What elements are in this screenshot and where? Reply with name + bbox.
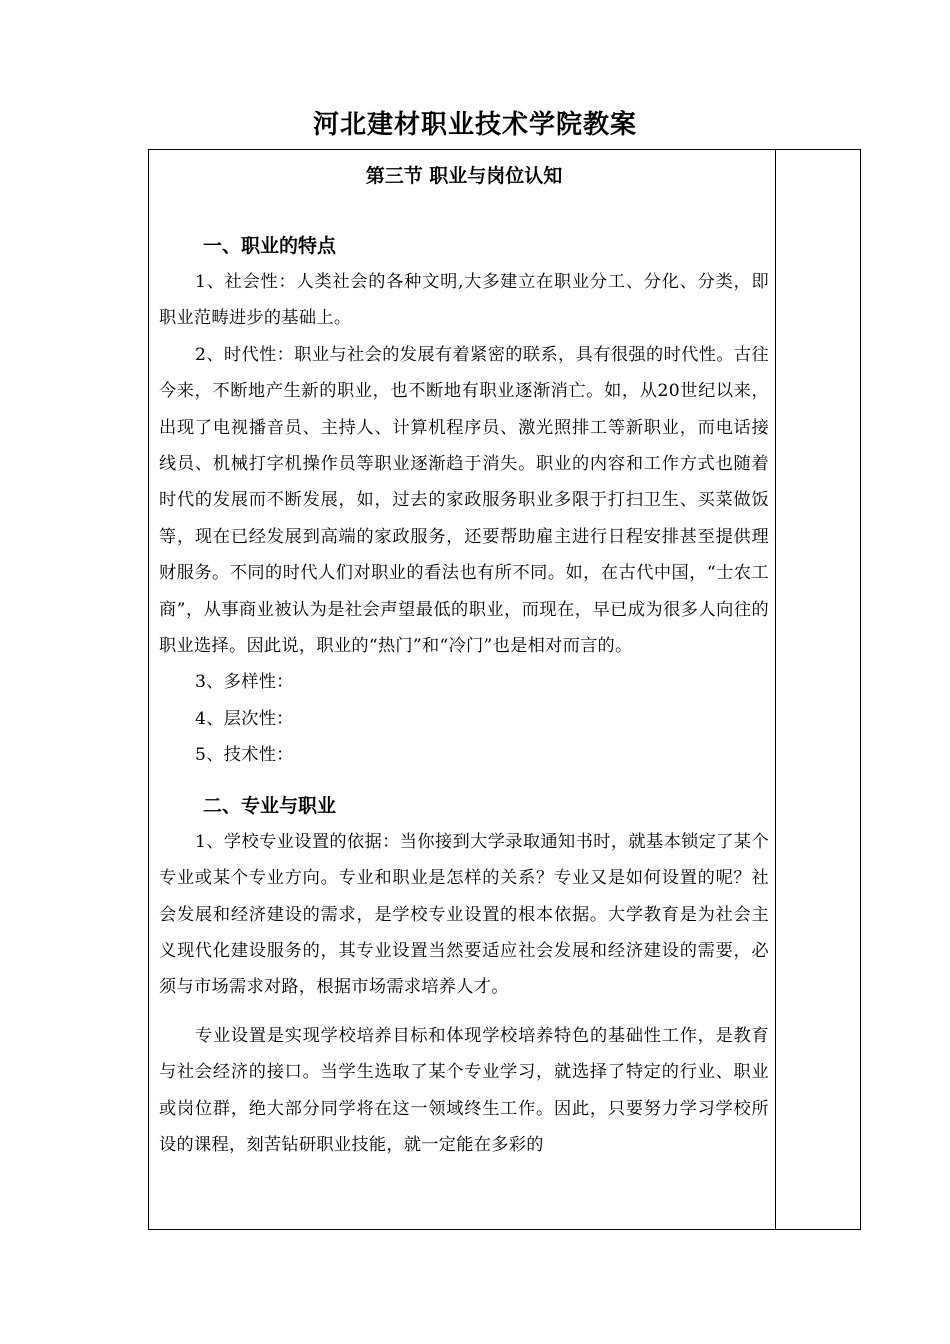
paragraph: 2、时代性：职业与社会的发展有着紧密的联系，具有很强的时代性。古往今来，不断地产生新的职业，也不断地有职业逐渐消亡。如，从20世纪以来，出现了电视播音员、主持人、计算机程序员、激光照排工等新职业，而电话接线员、机械打字机操作员等职业逐渐趋于消失。职业的内容和工作方式也随着时代的发展而不断发展，如，过去的家政服务职业多限于打扫卫生、买菜做饭等，现在已经发展到高端的家政服务，还要帮助雇主进行日程安排甚至提供理财服务。不同的时代人们对职业的看法也有所不同。如，在古代中国，“士农工商”，从事商业被认为是社会声望最低的职业，而现在，早已成为很多人向往的职业选择。因此说，职业的“热门”和“冷门”也是相对而言的。 xyxy=(159,344,769,657)
column-divider xyxy=(775,150,776,1229)
heading-major-and-career: 二、专业与职业 xyxy=(203,794,337,817)
paragraph: 专业设置是实现学校培养目标和体现学校培养特色的基础性工作，是教育与社会经济的接口。当学生选取了某个专业学习，就选择了特定的行业、职业或岗位群，绝大部分同学将在这一领域终生工作。因此，只要努力学习学校所设的课程，刻苦钻研职业技能，就一定能在多彩的 xyxy=(159,1025,769,1155)
list-item: 5、技术性： xyxy=(195,745,294,766)
paragraph: 1、学校专业设置的依据：当你接到大学录取通知书时，就基本锁定了某个专业或某个专业方向。专业和职业是怎样的关系？专业又是如何设置的呢？社会发展和经济建设的需求，是学校专业设置的根本依据。大学教育是为社会主义现代化建设服务的，其专业设置当然要适应社会发展和经济建设的需要，必须与市场需求对路，根据市场需求培养人才。 xyxy=(159,831,769,998)
heading-job-characteristics: 一、职业的特点 xyxy=(203,235,337,257)
list-item: 3、多样性： xyxy=(195,672,294,693)
paragraph: 1、社会性：人类社会的各种文明,大多建立在职业分工、分化、分类，即职业范畴进步的基础上。 xyxy=(159,272,769,329)
section-title: 第三节 职业与岗位认知 xyxy=(365,165,563,187)
lesson-plan-table xyxy=(148,149,861,1230)
lesson-content xyxy=(159,150,769,1163)
list-item: 4、层次性： xyxy=(195,708,294,729)
page-title: 河北建材职业技术学院教案 xyxy=(312,110,637,140)
